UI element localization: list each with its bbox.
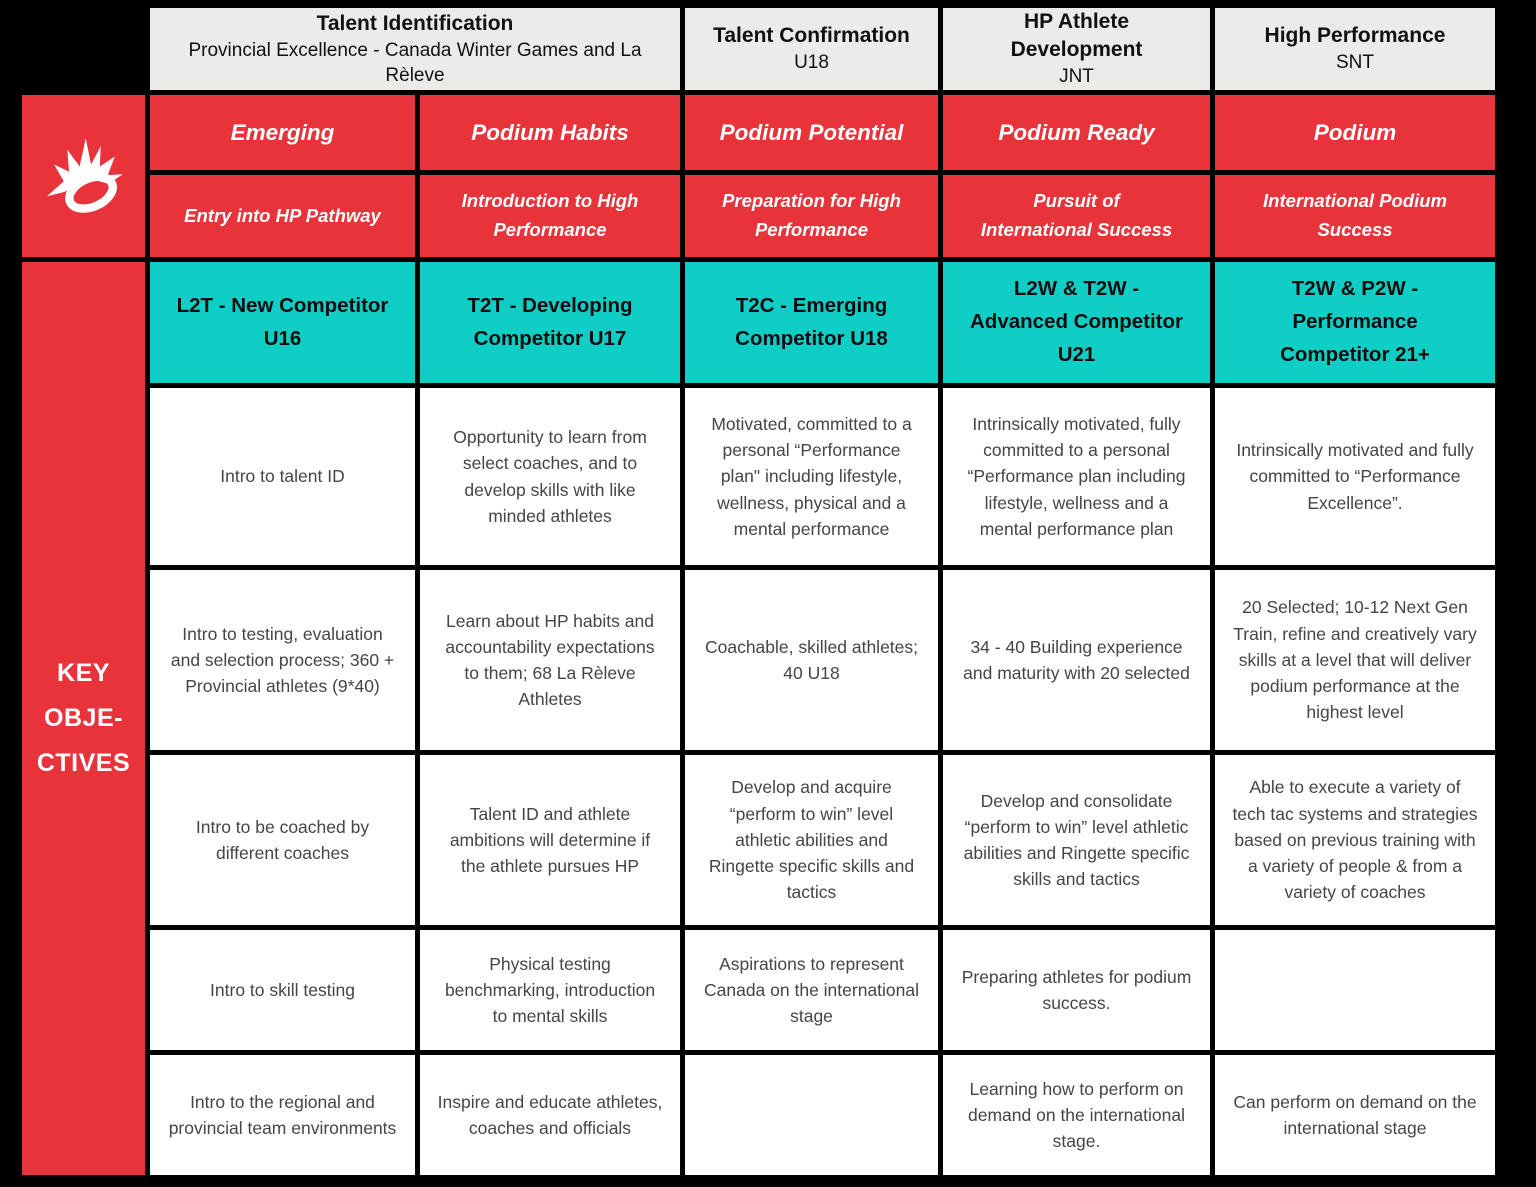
- key-objectives-label: [22, 262, 145, 1175]
- objective-cell: Learn about HP habits and accountability expectations to them; 68 La Rèleve Athletes: [420, 570, 680, 750]
- objective-cell: Can perform on demand on the international stage: [1215, 1055, 1495, 1175]
- objective-cell: Aspirations to represent Canada on the international stage: [685, 930, 938, 1050]
- objective-cell: Intro to the regional and provincial team environments: [150, 1055, 415, 1175]
- stage-description: International Podium Success: [1215, 175, 1495, 257]
- objective-cell: [1215, 930, 1495, 1050]
- ltad-stage: T2W & P2W - Performance Competitor 21+: [1215, 262, 1495, 383]
- top-left-spacer: [22, 8, 145, 90]
- phase-talent-identification: [150, 8, 680, 90]
- objective-cell: Intrinsically motivated, fully committed to a personal “Performance plan including lifestyle, wellness and a mental performance plan: [943, 388, 1210, 565]
- phase-title: HP Athlete Development: [1010, 10, 1143, 61]
- objective-cell: Develop and acquire “perform to win” level athletic abilities and Ringette specific skills and tactics: [685, 755, 938, 925]
- phase-subtitle: Provincial Excellence - Canada Winter Games and La Rèleve: [188, 39, 642, 86]
- ltad-stage: T2T - Developing Competitor U17: [420, 262, 680, 383]
- ltad-stage: L2T - New Competitor U16: [150, 262, 415, 383]
- phase-title: High Performance: [1264, 24, 1446, 47]
- stage-description: Pursuit of International Success: [943, 175, 1210, 257]
- phase-subtitle: JNT: [1059, 65, 1094, 87]
- objective-cell: Coachable, skilled athletes; 40 U18: [685, 570, 938, 750]
- phase-title: Talent Confirmation: [713, 24, 910, 47]
- objective-cell: Opportunity to learn from select coaches, and to develop skills with like minded athletes: [420, 388, 680, 565]
- objective-cell: Intro to skill testing: [150, 930, 415, 1050]
- objective-cell: [685, 1055, 938, 1175]
- phase-subtitle: SNT: [1336, 52, 1374, 74]
- objective-cell: Intro to testing, evaluation and selection process; 360 + Provincial athletes (9*40): [150, 570, 415, 750]
- stage-description: Entry into HP Pathway: [150, 175, 415, 257]
- stage-name: Podium Potential: [685, 95, 938, 170]
- stage-name: Podium: [1215, 95, 1495, 170]
- objective-cell: Talent ID and athlete ambitions will determine if the athlete pursues HP: [420, 755, 680, 925]
- stage-name: Podium Ready: [943, 95, 1210, 170]
- phase-talent-confirmation: [685, 8, 938, 90]
- stage-name: Emerging: [150, 95, 415, 170]
- key-objectives-line: OBJE-: [44, 704, 123, 732]
- objective-cell: Intro to talent ID: [150, 388, 415, 565]
- key-objectives-line: CTIVES: [36, 749, 131, 777]
- stage-name: Podium Habits: [420, 95, 680, 170]
- key-objectives-line: KEY: [57, 659, 110, 687]
- objective-cell: Able to execute a variety of tech tac systems and strategies based on previous training with a variety of people & from a variety of coaches: [1215, 755, 1495, 925]
- phase-high-performance: [1215, 8, 1495, 90]
- ltad-stage: L2W & T2W - Advanced Competitor U21: [943, 262, 1210, 383]
- objective-cell: Develop and consolidate “perform to win” level athletic abilities and Ringette specific skills and tactics: [943, 755, 1210, 925]
- stage-description: Preparation for High Performance: [685, 175, 938, 257]
- ringette-canada-logo: [40, 121, 128, 231]
- logo-cell: [22, 95, 145, 257]
- objective-cell: Intrinsically motivated and fully committed to “Performance Excellence”.: [1215, 388, 1495, 565]
- objective-cell: 20 Selected; 10-12 Next Gen Train, refine and creatively vary skills at a level that will deliver podium performance at the highest level: [1215, 570, 1495, 750]
- ltad-stage: T2C - Emerging Competitor U18: [685, 262, 938, 383]
- objective-cell: Intro to be coached by different coaches: [150, 755, 415, 925]
- stage-description: Introduction to High Performance: [420, 175, 680, 257]
- phase-subtitle: U18: [794, 52, 829, 74]
- objective-cell: Motivated, committed to a personal “Performance plan" including lifestyle, wellness, physical and a mental performance: [685, 388, 938, 565]
- objective-cell: Preparing athletes for podium success.: [943, 930, 1210, 1050]
- objective-cell: Learning how to perform on demand on the international stage.: [943, 1055, 1210, 1175]
- pathway-grid: [22, 8, 1495, 1175]
- objective-cell: 34 - 40 Building experience and maturity with 20 selected: [943, 570, 1210, 750]
- phase-title: Talent Identification: [316, 11, 514, 35]
- objective-cell: Physical testing benchmarking, introduction to mental skills: [420, 930, 680, 1050]
- objective-cell: Inspire and educate athletes, coaches and officials: [420, 1055, 680, 1175]
- phase-hp-athlete-development: [943, 8, 1210, 90]
